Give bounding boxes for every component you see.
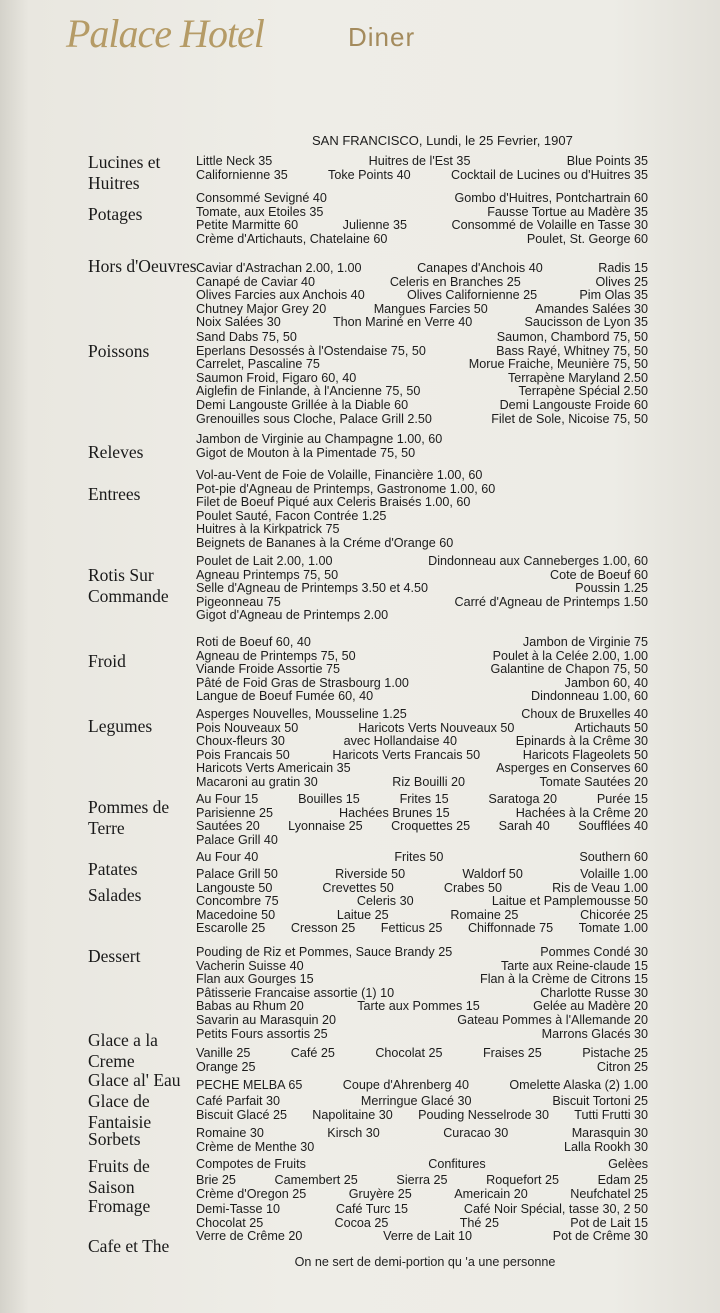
section-label: Fruits de Saison xyxy=(88,1156,150,1197)
menu-item-romaine-30: Romaine 30 xyxy=(196,1126,264,1140)
menu-item-saumon-chambord-75-50: Saumon, Chambord 75, 50 xyxy=(496,330,648,344)
menu-item-chocolat-25: Chocolat 25 xyxy=(375,1046,443,1060)
menu-item-cocktail-de-lucines-ou-d-huitres-35: Cocktail de Lucines ou d'Huitres 35 xyxy=(450,167,648,182)
menu-item-palace-grill-50: Palace Grill 50 xyxy=(196,867,278,881)
section-label: Froid xyxy=(88,651,126,671)
menu-line xyxy=(196,1079,648,1093)
menu-item-canape-de-caviar-40: Canapé de Caviar 40 xyxy=(196,274,316,289)
menu-line xyxy=(196,987,648,1001)
menu-item-pigeonneau-75: Pigeonneau 75 xyxy=(196,594,281,609)
section-label: Hors d'Oeuvres xyxy=(88,256,197,276)
menu-item-confitures: Confitures xyxy=(428,1157,486,1171)
menu-line xyxy=(196,331,648,345)
menu-line xyxy=(196,677,648,691)
menu-item-chicoree-25: Chicorée 25 xyxy=(580,907,648,922)
section-label: Glace de Fantaisie xyxy=(88,1091,152,1132)
menu-line xyxy=(196,650,648,664)
section-label: Rotis Sur Commande xyxy=(88,565,169,606)
menu-item-lalla-rookh-30: Lalla Rookh 30 xyxy=(563,1139,648,1154)
menu-item-flan-a-la-creme-de-citrons-15: Flan à la Crème de Citrons 15 xyxy=(480,972,648,987)
menu-line xyxy=(196,1095,648,1109)
menu-item-chutney-major-grey-20: Chutney Major Grey 20 xyxy=(196,301,327,316)
menu-item-verre-de-lait-10: Verre de Lait 10 xyxy=(383,1229,473,1244)
menu-line xyxy=(196,663,648,677)
menu-item-waldorf-50: Waldorf 50 xyxy=(462,867,523,881)
menu-item-selle-d-agneau-de-printemps-3-50-et-4-50: Selle d'Agneau de Printemps 3.50 et 4.50 xyxy=(196,581,429,596)
menu-item-charlotte-russe-30: Charlotte Russe 30 xyxy=(540,985,648,1000)
menu-line xyxy=(196,735,648,749)
menu-item-romaine-25: Romaine 25 xyxy=(450,907,519,922)
hotel-logo: Palace Hotel xyxy=(66,11,264,56)
menu-item-creme-d-artichauts-chatelaine-60: Crème d'Artichauts, Chatelaine 60 xyxy=(196,231,388,246)
menu-item-pate-de-foid-gras-de-strasbourg-1-00: Pâté de Foid Gras de Strasbourg 1.00 xyxy=(196,675,409,690)
menu-item-haricots-verts-nouveaux-50: Haricots Verts Nouveaux 50 xyxy=(358,720,515,735)
menu-item-poulet-st-george-60: Poulet, St. George 60 xyxy=(526,231,648,246)
section-label: Fromage xyxy=(88,1196,151,1216)
menu-line xyxy=(196,596,648,610)
menu-line xyxy=(196,1141,648,1155)
menu-item-poussin-1-25: Poussin 1.25 xyxy=(575,581,648,596)
menu-item-macedoine-50: Macedoine 50 xyxy=(196,907,276,922)
menu-item-celeris-en-branches-25: Celeris en Branches 25 xyxy=(389,274,521,289)
menu-item-tarte-aux-reine-claude-15: Tarte aux Reine-claude 15 xyxy=(500,958,648,973)
menu-item-mangues-farcies-50: Mangues Farcies 50 xyxy=(373,301,488,316)
menu-item-saratoga-20: Saratoga 20 xyxy=(488,792,558,806)
section-label: Potages xyxy=(88,204,143,224)
menu-item-lyonnaise-25: Lyonnaise 25 xyxy=(288,819,363,834)
menu-line xyxy=(196,219,648,233)
menu-item-concombre-75: Concombre 75 xyxy=(196,894,279,909)
section-label: Cafe et The xyxy=(88,1236,170,1256)
menu-item-marasquin-30: Marasquin 30 xyxy=(571,1126,648,1140)
menu-item-omelette-alaska-2-1-00: Omelette Alaska (2) 1.00 xyxy=(509,1078,648,1092)
section-label: Salades xyxy=(88,885,142,905)
menu-item-pot-pie-d-agneau-de-printemps-gastronome: Pot-pie d'Agneau de Printemps, Gastronome 1.00, 60 xyxy=(196,481,496,496)
menu-line xyxy=(196,1174,648,1188)
menu-item-pouding-de-riz-et-pommes-sauce-brandy-25: Pouding de Riz et Pommes, Sauce Brandy 25 xyxy=(196,945,453,959)
menu-item-au-four-40: Au Four 40 xyxy=(196,850,259,864)
menu-item-gigot-de-mouton-a-la-pimentade-75-50: Gigot de Mouton à la Pimentade 75, 50 xyxy=(196,445,416,460)
menu-item-celeris-30: Celeris 30 xyxy=(356,894,414,909)
menu-item-little-neck-35: Little Neck 35 xyxy=(196,154,273,168)
menu-item-au-four-15: Au Four 15 xyxy=(196,792,259,806)
menu-item-cafe-turc-15: Café Turc 15 xyxy=(335,1202,408,1216)
menu-line xyxy=(196,1127,648,1141)
menu-line xyxy=(196,762,648,776)
menu-line xyxy=(196,922,648,936)
menu-item-aiglefin-de-finlande-a-l-ancienne-75-50: Aiglefin de Finlande, à l'Ancienne 75, 50 xyxy=(196,384,421,399)
menu-item-ris-de-veau-1-00: Ris de Veau 1.00 xyxy=(552,880,648,895)
menu-item-pouding-nesselrode-30: Pouding Nesselrode 30 xyxy=(418,1107,549,1122)
menu-item-parisienne-25: Parisienne 25 xyxy=(196,805,274,820)
menu-item-consomme-de-volaille-en-tasse-30: Consommé de Volaille en Tasse 30 xyxy=(451,218,648,233)
menu-item-jambon-de-virginie-au-champagne-1-00-60: Jambon de Virginie au Champagne 1.00, 60 xyxy=(196,432,443,446)
menu-item-flan-aux-gourges-15: Flan aux Gourges 15 xyxy=(196,972,314,987)
menu-item-jambon-60-40: Jambon 60, 40 xyxy=(564,675,648,690)
menu-item-roquefort-25: Roquefort 25 xyxy=(486,1173,559,1187)
menu-item-creme-d-oregon-25: Crème d'Oregon 25 xyxy=(196,1186,307,1201)
menu-item-petite-marmitte-60: Petite Marmitte 60 xyxy=(196,218,299,233)
menu-item-pim-olas-35: Pim Olas 35 xyxy=(579,288,648,303)
menu-item-citron-25: Citron 25 xyxy=(596,1059,648,1074)
menu-item-grenouilles-sous-cloche-palace-grill-2-5: Grenouilles sous Cloche, Palace Grill 2.50 xyxy=(196,411,432,426)
section-label: Lucines et Huitres xyxy=(88,152,161,193)
menu-item-croquettes-25: Croquettes 25 xyxy=(391,819,471,834)
section-label: Pommes de Terre xyxy=(88,797,170,838)
menu-item-cafe-25: Café 25 xyxy=(290,1046,335,1060)
menu-item-morue-fraiche-meuniere-75-50: Morue Fraiche, Meunière 75, 50 xyxy=(468,357,648,372)
menu-item-langouste-50: Langouste 50 xyxy=(196,880,273,895)
menu-line xyxy=(196,399,648,413)
section-label: Releves xyxy=(88,442,144,462)
menu-item-noix-salees-30: Noix Salées 30 xyxy=(196,315,281,330)
section-label: Glace a la Creme xyxy=(88,1030,158,1071)
menu-item-curacao-30: Curacao 30 xyxy=(443,1126,509,1140)
menu-item-edam-25: Edam 25 xyxy=(597,1173,648,1187)
menu-item-viande-froide-assortie-75: Viande Froide Assortie 75 xyxy=(196,662,340,677)
menu-item-sand-dabs-75-50: Sand Dabs 75, 50 xyxy=(196,330,297,344)
menu-item-artichauts-50: Artichauts 50 xyxy=(574,720,648,735)
menu-item-kirsch-30: Kirsch 30 xyxy=(327,1126,380,1140)
menu-item-tomate-aux-etoiles-35: Tomate, aux Etoiles 35 xyxy=(196,204,324,219)
menu-item-sierra-25: Sierra 25 xyxy=(396,1173,448,1187)
menu-item-cresson-25: Cresson 25 xyxy=(290,921,356,936)
menu-line xyxy=(196,1109,648,1123)
menu-item-crevettes-50: Crevettes 50 xyxy=(322,880,394,895)
menu-item-olives-25: Olives 25 xyxy=(595,274,648,289)
menu-item-pois-nouveaux-50: Pois Nouveaux 50 xyxy=(196,720,299,735)
menu-line xyxy=(196,345,648,359)
section-label: Poissons xyxy=(88,341,150,361)
menu-item-gelees: Gelèes xyxy=(608,1157,648,1171)
menu-item-vanille-25: Vanille 25 xyxy=(196,1046,251,1060)
menu-item-canapes-d-anchois-40: Canapes d'Anchois 40 xyxy=(417,261,543,275)
menu-item-jambon-de-virginie-75: Jambon de Virginie 75 xyxy=(522,635,648,649)
menu-item-langue-de-boeuf-fumee-60-40: Langue de Boeuf Fumée 60, 40 xyxy=(196,689,374,704)
menu-line xyxy=(196,433,648,447)
menu-item-pot-de-creme-30: Pot de Crême 30 xyxy=(552,1229,648,1244)
menu-item-asperges-en-conserves-60: Asperges en Conserves 60 xyxy=(496,761,648,776)
menu-item-pistache-25: Pistache 25 xyxy=(582,1046,648,1060)
section-label: Entrees xyxy=(88,484,141,504)
menu-item-olives-farcies-aux-anchois-40: Olives Farcies aux Anchois 40 xyxy=(196,288,365,303)
menu-item-tomate-1-00: Tomate 1.00 xyxy=(578,921,648,936)
menu-item-pot-de-lait-15: Pot de Lait 15 xyxy=(570,1215,648,1230)
menu-line xyxy=(196,1000,648,1014)
menu-line xyxy=(196,882,648,896)
menu-line xyxy=(196,385,648,399)
menu-item-fraises-25: Fraises 25 xyxy=(482,1046,542,1060)
menu-line xyxy=(196,708,648,722)
menu-item-orange-25: Orange 25 xyxy=(196,1059,256,1074)
menu-line xyxy=(196,946,648,960)
menu-line xyxy=(196,1188,648,1202)
menu-line xyxy=(196,1014,648,1028)
menu-line xyxy=(196,636,648,650)
menu-item-avec-hollandaise-40: avec Hollandaise 40 xyxy=(343,734,457,749)
menu-item-escarolle-25: Escarolle 25 xyxy=(196,921,266,936)
menu-item-laitue-25: Laitue 25 xyxy=(336,907,389,922)
menu-line xyxy=(196,569,648,583)
menu-item-chocolat-25: Chocolat 25 xyxy=(196,1215,264,1230)
menu-item-poulet-saute-facon-contree-1-25: Poulet Sauté, Facon Contrée 1.25 xyxy=(196,508,387,523)
menu-item-savarin-au-marasquin-20: Savarin au Marasquin 20 xyxy=(196,1012,337,1027)
menu-item-laitue-et-pamplemousse-50: Laitue et Pamplemousse 50 xyxy=(491,894,648,909)
menu-item-volaille-1-00: Volaille 1.00 xyxy=(580,867,648,881)
menu-item-gigot-d-agneau-de-printemps-2-00: Gigot d'Agneau de Printemps 2.00 xyxy=(196,608,389,623)
menu-item-patisserie-francaise-assortie-1-10: Pâtisserie Francaise assortie (1) 10 xyxy=(196,985,395,1000)
menu-item-frites-50: Frites 50 xyxy=(394,850,444,864)
menu-item-poulet-a-la-celee-2-00-1-00: Poulet à la Celée 2.00, 1.00 xyxy=(492,648,648,663)
menu-line xyxy=(196,960,648,974)
menu-line xyxy=(196,834,648,848)
menu-line xyxy=(196,1061,648,1075)
menu-item-sautees-20: Sautées 20 xyxy=(196,819,260,834)
menu-line xyxy=(196,749,648,763)
menu-item-carre-d-agneau-de-printemps-1-50: Carré d'Agneau de Printemps 1.50 xyxy=(454,594,648,609)
menu-line xyxy=(196,555,648,569)
menu-line xyxy=(196,1217,648,1231)
menu-line xyxy=(196,303,648,317)
menu-item-merringue-glace-30: Merringue Glacé 30 xyxy=(360,1094,472,1108)
menu-item-filet-de-sole-nicoise-75-50: Filet de Sole, Nicoise 75, 50 xyxy=(491,411,648,426)
menu-item-camembert-25: Camembert 25 xyxy=(274,1173,358,1187)
section-label: Dessert xyxy=(88,946,141,966)
menu-item-californienne-35: Californienne 35 xyxy=(196,167,288,182)
menu-item-tarte-aux-pommes-15: Tarte aux Pommes 15 xyxy=(357,999,480,1014)
menu-line xyxy=(196,1203,648,1217)
menu-item-dindonneau-1-00-60: Dindonneau 1.00, 60 xyxy=(531,689,648,704)
menu-item-consomme-sevigne-40: Consommé Sevigné 40 xyxy=(196,191,327,205)
meal-title: Diner xyxy=(348,22,416,52)
menu-line xyxy=(196,537,648,551)
menu-item-biscuit-tortoni-25: Biscuit Tortoni 25 xyxy=(552,1094,648,1108)
menu-item-the-25: Thé 25 xyxy=(459,1215,499,1230)
menu-line xyxy=(196,155,648,169)
menu-item-haricots-verts-francais-50: Haricots Verts Francais 50 xyxy=(332,747,481,762)
menu-line xyxy=(196,793,648,807)
menu-item-americain-20: Americain 20 xyxy=(454,1186,528,1201)
menu-item-macaroni-au-gratin-30: Macaroni au gratin 30 xyxy=(196,774,318,789)
menu-item-carrelet-pascaline-75: Carrelet, Pascaline 75 xyxy=(196,357,320,372)
menu-item-terrapene-special-2-50: Terrapène Spécial 2.50 xyxy=(518,384,648,399)
menu-item-chiffonnade-75: Chiffonnade 75 xyxy=(467,921,554,936)
menu-item-compotes-de-fruits: Compotes de Fruits xyxy=(196,1157,306,1171)
menu-item-vacherin-suisse-40: Vacherin Suisse 40 xyxy=(196,958,304,973)
menu-item-cocoa-25: Cocoa 25 xyxy=(334,1215,389,1230)
menu-line xyxy=(196,722,648,736)
menu-item-vol-au-vent-de-foie-de-volaille-financie: Vol-au-Vent de Foie de Volaille, Financière 1.00, 60 xyxy=(196,468,483,482)
menu-item-gombo-d-huitres-pontchartrain-60: Gombo d'Huitres, Pontchartrain 60 xyxy=(454,191,648,205)
menu-item-asperges-nouvelles-mousseline-1-25: Asperges Nouvelles, Mousseline 1.25 xyxy=(196,707,407,721)
menu-line xyxy=(196,372,648,386)
menu-item-saumon-froid-figaro-60-40: Saumon Froid, Figaro 60, 40 xyxy=(196,370,357,385)
menu-line xyxy=(196,1158,648,1172)
menu-item-beignets-de-bananes-a-la-creme-d-orange-: Beignets de Bananes à la Créme d'Orange 60 xyxy=(196,535,454,550)
menu-item-fetticus-25: Fetticus 25 xyxy=(380,921,443,936)
menu-item-demi-langouste-froide-60: Demi Langouste Froide 60 xyxy=(499,397,648,412)
menu-line xyxy=(196,582,648,596)
menu-line xyxy=(196,807,648,821)
menu-item-tomate-sautees-20: Tomate Sautées 20 xyxy=(539,774,648,789)
menu-line xyxy=(196,973,648,987)
menu-line xyxy=(196,909,648,923)
menu-item-gelee-au-madere-20: Gelée au Madère 20 xyxy=(533,999,648,1014)
menu-item-fausse-tortue-au-madere-35: Fausse Tortue au Madère 35 xyxy=(487,204,648,219)
menu-item-petits-fours-assortis-25: Petits Fours assortis 25 xyxy=(196,1026,328,1041)
menu-line xyxy=(196,1047,648,1061)
menu-item-roti-de-boeuf-60-40: Roti de Boeuf 60, 40 xyxy=(196,635,311,649)
menu-line xyxy=(196,262,648,276)
menu-line xyxy=(196,469,648,483)
menu-item-neufchatel-25: Neufchatel 25 xyxy=(570,1186,648,1201)
menu-item-soufflees-40: Soufflées 40 xyxy=(578,819,648,834)
menu-item-terrapene-maryland-2-50: Terrapène Maryland 2.50 xyxy=(507,370,648,385)
menu-line xyxy=(196,496,648,510)
menu-line xyxy=(196,1028,648,1042)
menu-item-dindonneau-aux-canneberges-1-00-60: Dindonneau aux Canneberges 1.00, 60 xyxy=(428,554,648,568)
menu-line xyxy=(196,192,648,206)
menu-line xyxy=(196,1230,648,1244)
menu-line xyxy=(196,169,648,183)
section-label: Sorbets xyxy=(88,1129,141,1149)
menu-item-pois-francais-50: Pois Francais 50 xyxy=(196,747,290,762)
menu-line xyxy=(196,868,648,882)
menu-item-blue-points-35: Blue Points 35 xyxy=(566,154,648,168)
menu-item-radis-15: Radis 15 xyxy=(598,261,648,275)
menu-item-southern-60: Southern 60 xyxy=(579,850,648,864)
menu-line xyxy=(196,523,648,537)
menu-item-caviar-d-astrachan-2-00-1-00: Caviar d'Astrachan 2.00, 1.00 xyxy=(196,261,362,275)
menu-item-frites-15: Frites 15 xyxy=(399,792,449,806)
menu-line xyxy=(196,206,648,220)
menu-item-riz-bouilli-20: Riz Bouilli 20 xyxy=(392,774,466,789)
section-label: Patates xyxy=(88,859,138,879)
menu-item-creme-de-menthe-30: Crème de Menthe 30 xyxy=(196,1139,315,1154)
menu-item-galantine-de-chapon-75-50: Galantine de Chapon 75, 50 xyxy=(490,662,648,677)
menu-item-coupe-d-ahrenberg-40: Coupe d'Ahrenberg 40 xyxy=(342,1078,470,1092)
menu-item-julienne-35: Julienne 35 xyxy=(342,218,408,233)
menu-item-eperlans-desosses-a-l-ostendaise-75-50: Eperlans Desossés à l'Ostendaise 75, 50 xyxy=(196,343,426,358)
menu-item-agneau-printemps-75-50: Agneau Printemps 75, 50 xyxy=(196,567,339,582)
menu-item-gruyere-25: Gruyère 25 xyxy=(348,1186,412,1201)
menu-item-sarah-40: Sarah 40 xyxy=(498,819,550,834)
menu-item-poulet-de-lait-2-00-1-00: Poulet de Lait 2.00, 1.00 xyxy=(196,554,333,568)
menu-item-toke-points-40: Toke Points 40 xyxy=(328,167,411,182)
menu-item-thon-marine-en-verre-40: Thon Mariné en Verre 40 xyxy=(332,315,473,330)
menu-item-puree-15: Purée 15 xyxy=(596,792,648,806)
menu-item-brie-25: Brie 25 xyxy=(196,1173,236,1187)
menu-line xyxy=(196,289,648,303)
menu-item-hachees-brunes-15: Hachées Brunes 15 xyxy=(339,805,450,820)
menu-line xyxy=(196,316,648,330)
menu-line xyxy=(196,510,648,524)
menu-item-epinards-a-la-creme-30: Epinards à la Crême 30 xyxy=(515,734,648,749)
menu-item-cafe-parfait-30: Café Parfait 30 xyxy=(196,1094,281,1108)
menu-item-choux-de-bruxelles-40: Choux de Bruxelles 40 xyxy=(521,707,648,721)
menu-item-cote-de-boeuf-60: Cote de Boeuf 60 xyxy=(549,567,648,582)
menu-item-agneau-de-printemps-75-50: Agneau de Printemps 75, 50 xyxy=(196,648,356,663)
menu-line xyxy=(196,851,648,865)
menu-item-gateau-pommes-a-l-allemande-20: Gateau Pommes à l'Allemande 20 xyxy=(457,1012,648,1027)
menu-item-olives-californienne-25: Olives Californienne 25 xyxy=(406,288,538,303)
menu-item-amandes-salees-30: Amandes Salées 30 xyxy=(535,301,648,316)
menu-line xyxy=(196,447,648,461)
menu-line xyxy=(196,413,648,427)
section-label: Legumes xyxy=(88,716,153,736)
menu-item-biscuit-glace-25: Biscuit Glacé 25 xyxy=(196,1107,287,1122)
menu-item-saucisson-de-lyon-35: Saucisson de Lyon 35 xyxy=(524,315,648,330)
dateline: SAN FRANCISCO, Lundi, le 25 Fevrier, 1907 xyxy=(312,133,573,148)
menu-line xyxy=(196,276,648,290)
menu-item-palace-grill-40: Palace Grill 40 xyxy=(196,832,278,847)
menu-item-huitres-de-l-est-35: Huitres de l'Est 35 xyxy=(368,154,471,168)
menu-line xyxy=(196,776,648,790)
menu-line xyxy=(196,358,648,372)
menu-line xyxy=(196,483,648,497)
menu-item-haricots-flageolets-50: Haricots Flageolets 50 xyxy=(522,747,648,762)
section-label: Glace al' Eau xyxy=(88,1070,181,1090)
menu-item-peche-melba-65: PECHE MELBA 65 xyxy=(196,1078,303,1092)
menu-item-verre-de-creme-20: Verre de Crême 20 xyxy=(196,1229,303,1244)
footer-note: On ne sert de demi-portion qu 'a une personne xyxy=(294,1255,556,1269)
menu-item-riverside-50: Riverside 50 xyxy=(335,867,406,881)
menu-line xyxy=(196,233,648,247)
menu-item-babas-au-rhum-20: Babas au Rhum 20 xyxy=(196,999,304,1014)
menu-line xyxy=(196,895,648,909)
menu-item-crabes-50: Crabes 50 xyxy=(443,880,502,895)
menu-item-cafe-noir-special-tasse-30-2-50: Café Noir Spécial, tasse 30, 2 50 xyxy=(463,1202,648,1216)
menu-item-tutti-frutti-30: Tutti Frutti 30 xyxy=(574,1107,648,1122)
menu-line xyxy=(196,609,648,623)
menu-line xyxy=(196,820,648,834)
menu-item-choux-fleurs-30: Choux-fleurs 30 xyxy=(196,734,285,749)
menu-line xyxy=(196,690,648,704)
menu-item-bass-raye-whitney-75-50: Bass Rayé, Whitney 75, 50 xyxy=(496,343,648,358)
menu-item-demi-langouste-grillee-a-la-diable-60: Demi Langouste Grillée à la Diable 60 xyxy=(196,397,409,412)
menu-item-bouilles-15: Bouilles 15 xyxy=(298,792,360,806)
menu-item-huitres-a-la-kirkpatrick-75: Huitres à la Kirkpatrick 75 xyxy=(196,522,340,537)
menu-item-pommes-conde-30: Pommes Condé 30 xyxy=(540,945,648,959)
menu-item-demi-tasse-10: Demi-Tasse 10 xyxy=(196,1202,280,1216)
menu-item-filet-de-boeuf-pique-aux-celeris-braises: Filet de Boeuf Piqué aux Celeris Braisés 1.00, 60 xyxy=(196,495,471,510)
menu-item-marrons-glaces-30: Marrons Glacés 30 xyxy=(541,1026,648,1041)
menu-item-hachees-a-la-creme-20: Hachées à la Crême 20 xyxy=(515,805,648,820)
menu-item-napolitaine-30: Napolitaine 30 xyxy=(312,1107,393,1122)
menu-item-haricots-verts-americain-35: Haricots Verts Americain 35 xyxy=(196,761,351,776)
